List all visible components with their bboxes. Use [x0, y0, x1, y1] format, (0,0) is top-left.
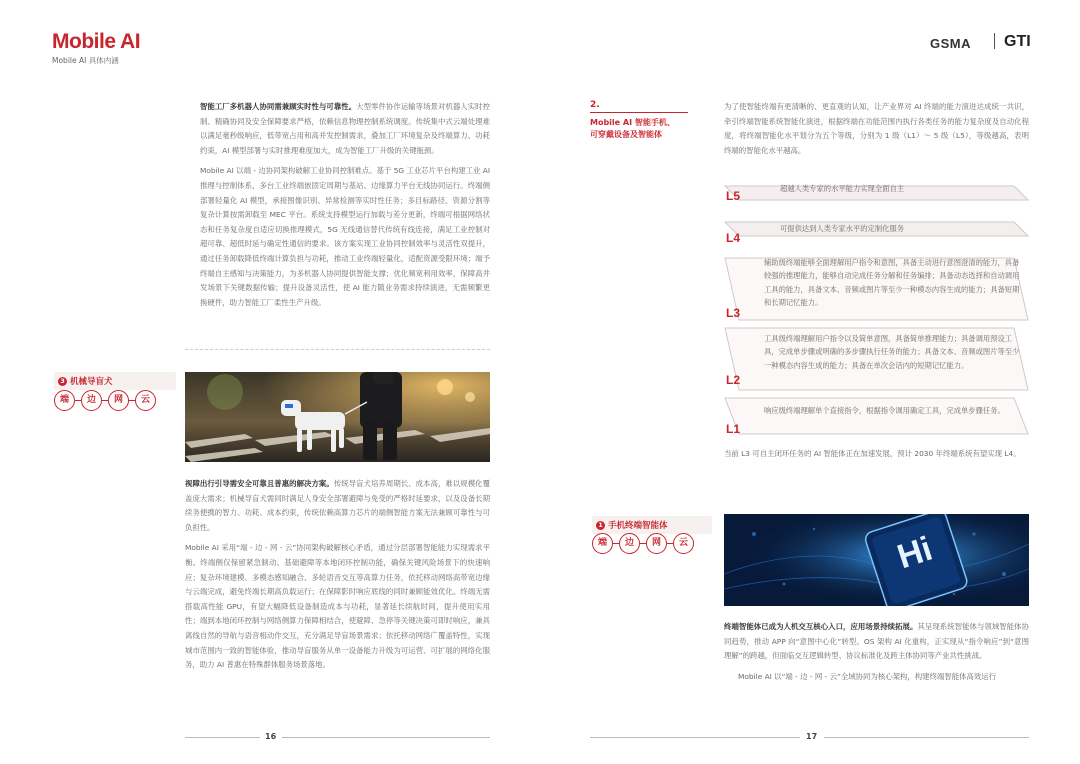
right-after-levels [724, 447, 1029, 462]
chip-wang: 网 [646, 533, 667, 554]
right-heading-rule [590, 112, 688, 113]
logo-divider [994, 33, 995, 49]
chip-yun: 云 [673, 533, 694, 554]
chip-duan: 端 [592, 533, 613, 554]
left-divider [185, 349, 490, 350]
left-body-text: 传统导盲犬培养周期长、成本高，难以规模化覆盖庞大需求；机械导盲犬需同时满足人身安全部署避障与免受的严格时延要求，以及设备长期续务便携的智力、功耗、成本约束，传统依赖高算力芯片的端侧智能方案无法兼顾可靠性与可负担性。 [185, 479, 490, 532]
right-body-text: 其呈现系统智能体与领域智能体协同趋势，推动 APP 向“意图中心化”转型。OS 架构 AI 化重构，正实现从“指令响应”到“意图理解”的跨越，但面临交互逻辑转型、协议标准化及跨主体协同等产业共性挑战。 [724, 622, 1029, 661]
right-body-block [724, 620, 1029, 684]
left-paragraph-4: Mobile AI 采用“端 - 边 - 网 - 云”协同架构破解核心矛盾，通过分层部署智能能力实现需求平衡。终端侧仅保留紧急制动、基础避障等本地闭环控制功能，确保关键风险场景下的快速响应；复杂环境建模、多模态感知融合、多轮语音交互等高算力任务，依托移动网络高带宽边缘与云端完成，避免终端长期高负载运行；在保障影时响应底线的同时兼顾能效优化。终端无需搭载高性能 GPU，有望大幅降低设备制造成本与功耗，显著延长续航时间，提升使用实用性；端到本地闭环控制与网络侧算力保障相结合，使避障、急停等关键决策可即时响应，兼具离线自然的导航与语音相动作交互，充分满足导盲场景需求；依托移动网络广覆盖特性，实现城市范围内一致的智能体验，推动导盲服务从单一设备能力升级为可运营、可扩展的网络化服务，助力 AI 普惠在特殊群体服务场景落地。 [185, 543, 490, 670]
brand-subtitle: Mobile AI 具体内涵 [52, 56, 119, 65]
chip-bian: 边 [619, 533, 640, 554]
brand-logo: Mobile AI [52, 30, 141, 53]
left-body-paragraph [185, 477, 490, 535]
right-footer-line-right [824, 737, 1029, 738]
level-L1-label: L1 [726, 422, 741, 436]
right-page-number: 17 [806, 732, 818, 741]
level-L5-label: L5 [726, 189, 741, 203]
phone-agent-photo [724, 514, 1029, 606]
right-section-heading [590, 100, 688, 141]
left-body-bold: 视障出行引导需安全可靠且普惠的解决方案。 [185, 479, 334, 488]
left-footer-line-right [282, 737, 490, 738]
section-sub-number: 1 [596, 521, 605, 530]
right-last-paragraph: Mobile AI 以“端 - 边 - 网 - 云”全域协同为核心架构，构建终端智能体高效运行 [738, 671, 997, 681]
right-body-paragraph [724, 620, 1029, 664]
right-section-number: 2. [590, 100, 600, 110]
level-L3-text: 辅助级终端能够全面理解用户指令和意图，具备主动进行意图澄清的能力，具备较强的推理能力，能够自动完成任务分解和任务编排；具备动态选择和自动调用工具的能力，具备文本、音频或图片等至少一种模态内容生成的能力；具备短期和长期记忆能力。 [764, 258, 1020, 307]
right-intro-block [724, 100, 1029, 158]
right-intro-paragraph: 为了使智能终端有更清晰的、更直观的认知，让产业界对 AI 终端的能力演进达成统一共识，牵引终端智能系统智能化演进，根据终端在功能范围内执行各类任务的能力复杂度及自动化程度，将终端智能化水平划分为五个等级，分别为 1 级（L1）～ 5 级（L5），等级越高，表明终端的智能化水平越高。 [724, 102, 1029, 155]
right-footer-line [590, 737, 800, 738]
chip-yun: 云 [135, 390, 156, 411]
section-tag-guide-dog [54, 372, 176, 390]
left-page-number: 16 [265, 732, 277, 741]
level-L3-label: L3 [726, 306, 741, 320]
level-L1-text: 响应级终端理解单个直接指令，根据指令调用确定工具，完成单步骤任务。 [764, 406, 1005, 415]
left-chip-row [54, 390, 156, 411]
right-body-bold: 终端智能体已成为人机交互核心入口，应用场景持续拓展。 [724, 622, 918, 631]
section-number: 3 [58, 377, 67, 386]
guide-dog-illustration [185, 372, 490, 462]
right-chip-row [592, 533, 694, 554]
left-intro-block [200, 100, 490, 310]
level-L4-label: L4 [726, 231, 741, 245]
left-intro-text: 大型零件协作运输等场景对机器人实时控制、精确协同及安全保障要求严格，依赖信息物理控制系统调度。传统集中式云端处理难以满足毫秒级响应，低带宽占用和高并发控制需求，叠加工厂环境复杂及终端算力、功耗约束，AI 模型部署与实时推理难度加大，成为智能工厂升级的关键瓶颈。 [200, 102, 490, 155]
section-tag-phone-agent [592, 516, 712, 534]
level-L2-text: 工具级终端理解用户指令以及简单意图，具备简单推理能力；具备调用预设工具，完成单步骤或明确的多步骤执行任务的能力；具备文本、音频或图片等至少一种模态内容生成的能力；具备在单次会话内的短期记忆能力。 [764, 334, 1020, 370]
chip-bian: 边 [81, 390, 102, 411]
level-L5-text: 超越人类专家的水平能力实现全面自主 [780, 184, 905, 193]
gsma-logo: GSMA [930, 36, 971, 51]
guide-dog-photo [185, 372, 490, 462]
left-intro-bold: 智能工厂多机器人协同需兼顾实时性与可靠性。 [200, 102, 357, 111]
left-footer-line [185, 737, 260, 738]
photo-hi-text: Hi [892, 529, 937, 577]
phone-agent-illustration [724, 514, 1029, 606]
chip-duan: 端 [54, 390, 75, 411]
level-L2-label: L2 [726, 373, 741, 387]
left-paragraph-2: Mobile AI 以端 - 边协同架构破解工业协同控制难点。基于 5G 工业芯片平台构建工业 AI 推理与控制体系，多台工业终端嵌固定周期与基站、边缘算力平台无线协同运行。终端侧部署轻量化 AI 模型，承接图像识别、异常检测等实时性任务；多目标路径、资源分割等复杂计算按需卸载至 MEC 平台。系统支持模型运行加载与差分更新，终端可根据网络状态和任务复杂度自适应切换推理模式，5G 无线通信替代传统有线连接，满足工业控制对超可靠、超低时延与确定性通信的要求。该方案实现工业协同控制效率与灵活性双提升，通过任务卸载降低终端计算负担与功耗，推动工业终端轻量化，适配资源受限环境；端予终端自主感知与决策能力，为多机器人协同提供智能支撑；优化频宽利用效率，保障高并发场景下关键数据传输；提升设备灵活性，使 AI 能力随业务需求持续演进，无需频繁更换硬件，助力智能工厂柔性生产升级。 [200, 166, 490, 307]
level-L4-text: 可提供达到人类专家水平的定制化服务 [780, 224, 905, 233]
gti-logo: GTI [1004, 33, 1031, 50]
left-body-block [185, 477, 490, 673]
section-sub-title: 手机终端智能体 [608, 521, 668, 531]
chip-wang: 网 [108, 390, 129, 411]
right-section-title-1: Mobile AI 智能手机、 [590, 118, 675, 127]
right-after-levels-text: 当前 L3 可自主闭环任务的 AI 智能体正在加速发展，预计 2030 年终端系统有望实现 L4。 [724, 449, 1021, 458]
section-title: 机械导盲犬 [70, 377, 113, 387]
right-section-title-2: 可穿戴设备及智能体 [590, 130, 662, 139]
level-diagram [724, 176, 1029, 444]
left-intro-paragraph [200, 100, 490, 158]
